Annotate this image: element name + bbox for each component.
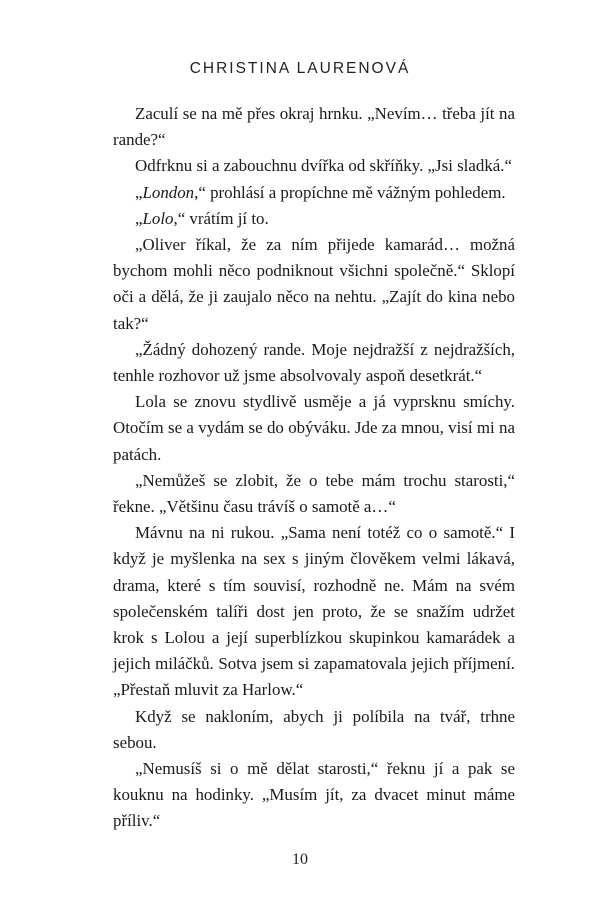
text-run: ,“ vrátím jí to.	[173, 208, 269, 228]
paragraph: Lola se znovu stydlivě usměje a já vyprsknu smíchy. Otočím se a vydám se do obýváku. Jde za mnou, visí mi na patách.	[113, 392, 515, 464]
page-number: 10	[292, 851, 308, 868]
paragraph: Zaculí se na mě přes okraj hrnku. „Nevím… třeba jít na rande?“	[113, 104, 515, 150]
italic-name: London	[142, 182, 195, 202]
paragraph: Mávnu na ni rukou. „Sama není totéž co o samotě.“ I když je myšlenka na sex s jiným člověkem velmi lákavá, drama, které s tím souvisí, rozhodně ne. Mám na svém společenském talíři dost jen proto, že se snažím udržet krok s Lolou a její superblízkou skupinkou kamarádek a jejich miláčků. Sotva jsem si zapamatovala jejich příjmení. „Přestaň mluvit za Harlow.“	[113, 523, 515, 700]
paragraph: „Nemůžeš se zlobit, že o tebe mám trochu starosti,“ řekne. „Většinu času trávíš o samotě a…“	[113, 470, 515, 517]
paragraph: Když se nakloním, abych ji políbila na tvář, trhne sebou.	[113, 706, 515, 752]
paragraph: Odfrknu si a zabouchnu dvířka od skříňky. „Jsi sladká.“	[135, 156, 512, 176]
paragraph	[113, 180, 515, 206]
paragraph: „Nemusíš si o mě dělat starosti,“ řeknu jí a pak se kouknu na hodinky. „Musím jít, za dvacet minut máme příliv.“	[113, 759, 515, 831]
italic-name: Lolo	[142, 208, 174, 228]
paragraph: „Žádný dohozený rande. Moje nejdražší z nejdražších, tenhle rozhovor už jsme absolvovaly aspoň desetkrát.“	[113, 339, 515, 386]
paragraph	[113, 206, 515, 232]
running-head: CHRISTINA LAURENOVÁ	[189, 60, 411, 77]
text-run: ,“ prohlásí a propíchne mě vážným pohledem.	[194, 182, 506, 202]
text-run: „	[135, 182, 143, 202]
text-run: „	[135, 208, 143, 228]
paragraph: „Oliver říkal, že za ním přijede kamarád… možná bychom mohli něco podniknout všichni společně.“ Sklopí oči a dělá, že ji zaujalo něco na nehtu. „Zajít do kina nebo tak?“	[113, 235, 515, 333]
body-text	[113, 101, 515, 835]
